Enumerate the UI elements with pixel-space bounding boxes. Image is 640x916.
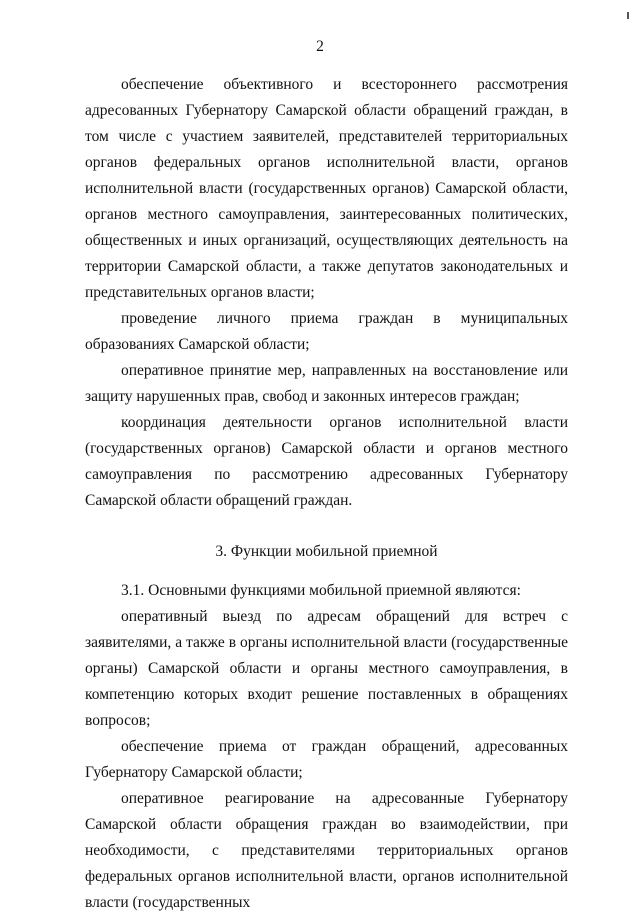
paragraph: координация деятельности органов исполнительной власти (государственных органов) Самарской области и органов местного самоуправления по рассмотрению адресованных Губернатору Самарской области обращений граждан. <box>85 414 568 509</box>
paragraph: оперативное принятие мер, направленных на восстановление или защиту нарушенных прав, свобод и законных интересов граждан; <box>85 362 568 405</box>
paragraph: обеспечение приема от граждан обращений, адресованных Губернатору Самарской области; <box>85 738 568 781</box>
paragraph: оперативный выезд по адресам обращений для встреч с заявителями, а также в органы исполнительной власти (государственные органы) Самарской области и органы местного самоуправления, в компетенцию которых входит решение поставленных в обращениях вопросов; <box>85 608 568 729</box>
paragraph: 3.1. Основными функциями мобильной приемной являются: <box>121 582 521 599</box>
section-heading: 3. Функции мобильной приемной <box>215 543 438 560</box>
paragraph: обеспечение объективного и всестороннего рассмотрения адресованных Губернатору Самарской области обращений граждан, в том числе с участием заявителей, представителей территориальных органов федеральных органов исполнительной власти, органов исполнительной власти (государственных органов) Самарской области, органов местного самоуправления, заинтересованных политических, общественных и иных организаций, осуществляющих деятельность на территории Самарской области, а также депутатов законодательных и представительных органов власти; <box>85 76 568 301</box>
paragraph: оперативное реагирование на адресованные Губернатору Самарской области обращения граждан во взаимодействии, при необходимости, с представителями территориальных органов федеральных органов исполнительной власти, органов исполнительной власти (государственных <box>85 790 568 911</box>
document-body <box>85 72 568 916</box>
paragraph: проведение личного приема граждан в муниципальных образованиях Самарской области; <box>85 310 568 353</box>
page-number: 2 <box>316 38 324 55</box>
scan-mark <box>627 12 629 19</box>
